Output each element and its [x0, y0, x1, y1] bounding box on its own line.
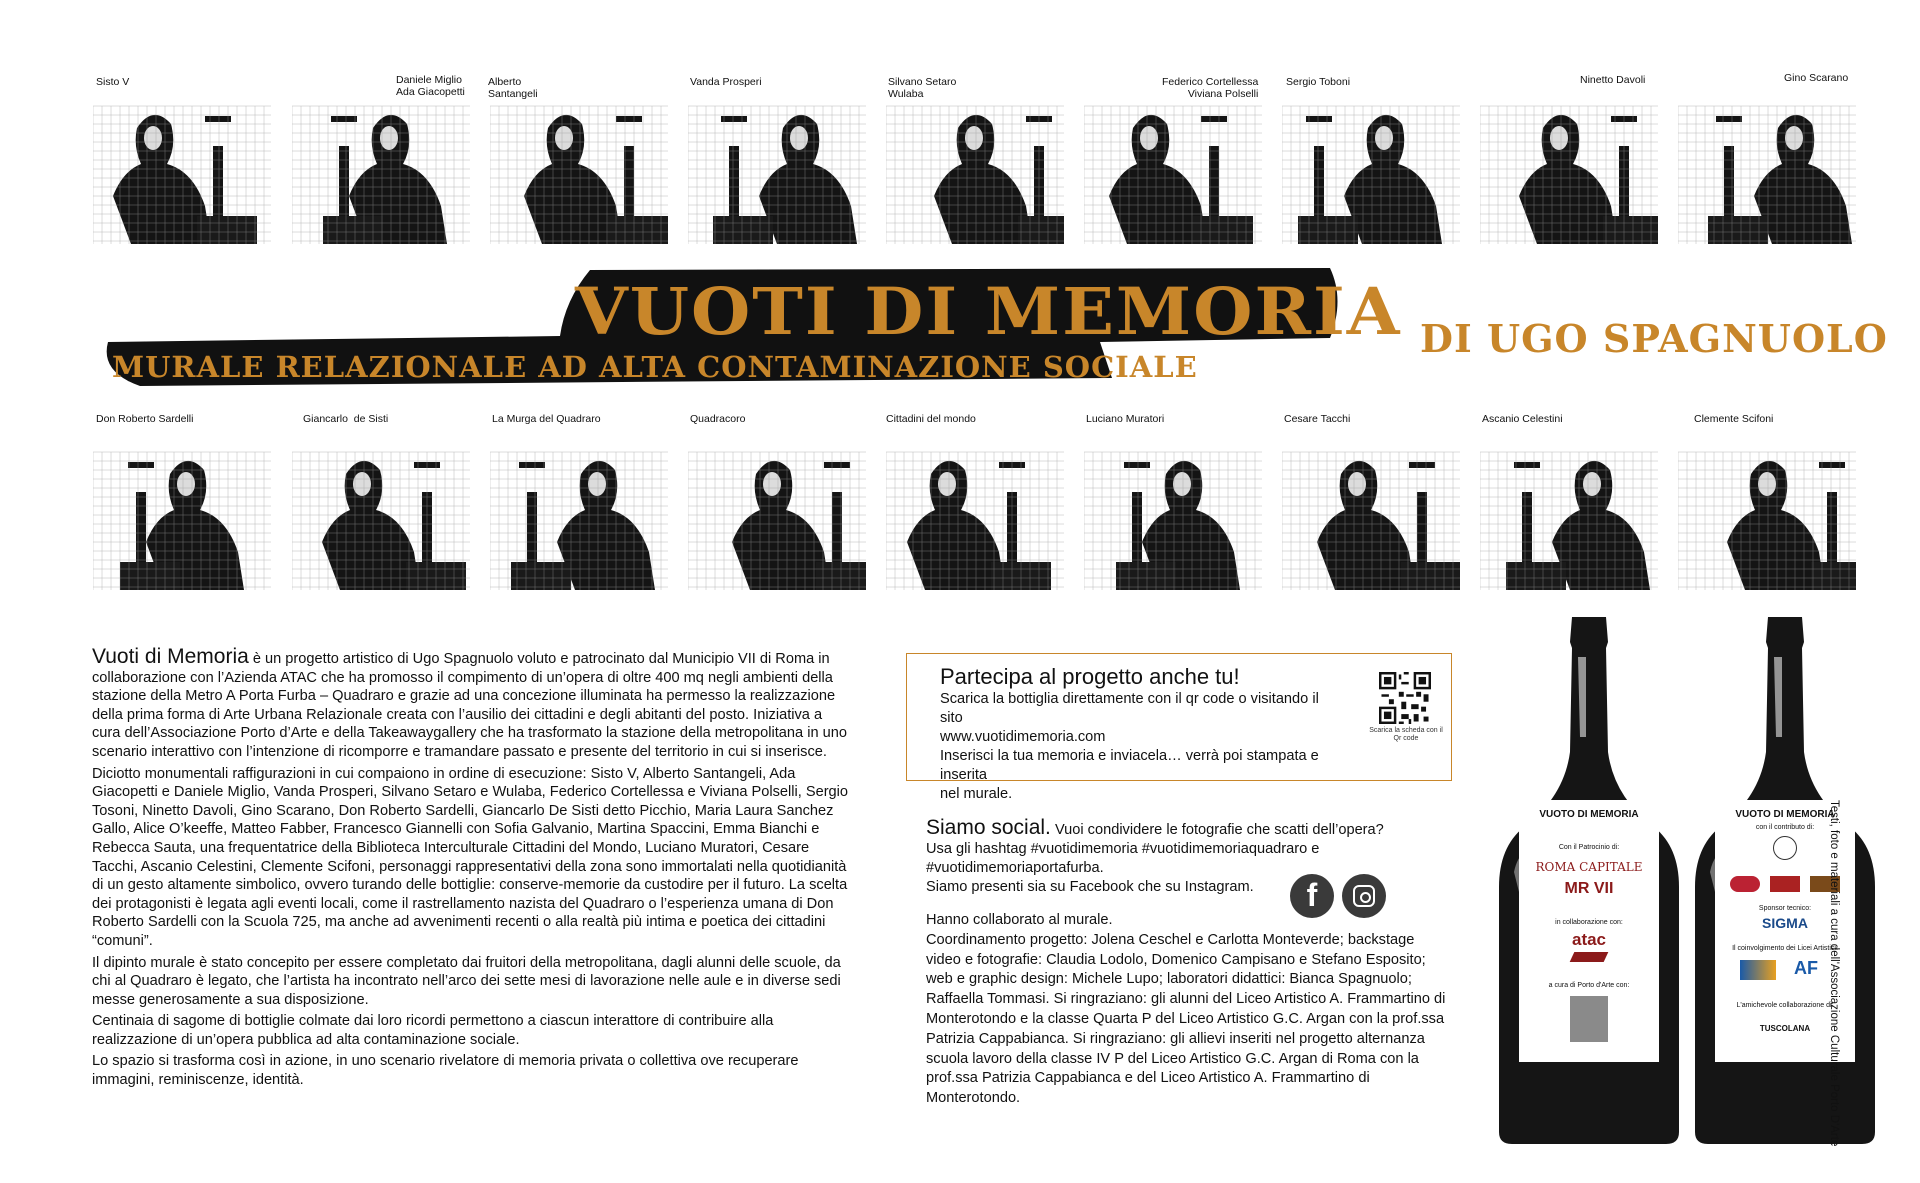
portrait-label: Ninetto Davoli	[1580, 74, 1646, 86]
author-title: DI UGO SPAGNUOLO	[1420, 316, 1888, 361]
lead-title: Vuoti di Memoria	[92, 645, 249, 668]
sponsor-label: Sponsor tecnico:	[1758, 905, 1812, 912]
qr-caption: Scarica la scheda con il Qr code	[1369, 727, 1443, 742]
facebook-icon[interactable]: f	[1290, 874, 1334, 918]
roma-capitale-logo: ROMA CAPITALE	[1535, 860, 1643, 874]
licei-label: Il coinvolgimento dei Licei Artistici:	[1732, 945, 1838, 952]
collaborators-heading: Hanno collaborato al murale.	[926, 912, 1113, 928]
atac-mark-icon	[1570, 952, 1609, 962]
portrait-celestini	[1480, 422, 1658, 590]
porto-arte-logo	[1570, 996, 1608, 1042]
collaborazione-label: in collaborazione con:	[1555, 919, 1623, 926]
paragraph-4: Centinaia di sagome di bottiglie colmate dai loro ricordi permettono a ciascun interattore di contribuire alla realizzazione di un’opera pubblica ad alta contaminazione sociale.	[92, 1013, 774, 1048]
social-text: Vuoi condividere le fotografie che scatti dell’opera?	[1050, 822, 1384, 838]
main-title: VUOTI DI MEMORIA	[575, 274, 1402, 350]
description-text	[92, 645, 852, 1093]
portrait-label: Vanda Prosperi	[690, 76, 762, 88]
patrocinio-label: Con il Patrocinio di:	[1558, 844, 1620, 851]
portrait-label: Cesare Tacchi	[1284, 413, 1351, 425]
hashtag-text: #vuotidimemoriaportafurba.	[926, 860, 1104, 876]
paragraph-1	[92, 645, 852, 762]
portrait-tacchi	[1282, 422, 1460, 590]
sigma-logo: SIGMA	[1762, 915, 1808, 931]
paragraph-3: Il dipinto murale è stato concepito per essere completato dai fruitori della metropolitana, dagli alunni delle scuole, da chi al Quadraro è legato, che l’artista ha incontrato nell’arco dei sette mesi di lavorazione nelle aule e in diverse sedi messe generosamente a sua disposizione.	[92, 954, 841, 1008]
portrait-label: Sisto V	[96, 76, 130, 88]
participate-line: Scarica la bottiglia direttamente con il qr code o visitando il sito	[940, 691, 1319, 726]
portrait-label: Federico Cortellessa Viviana Polselli	[1162, 76, 1259, 100]
seal-logo-icon	[1773, 836, 1797, 860]
vertical-credit: Testi, foto e materiali a cura dell'Associazione Culturale Porto D'Arte	[1828, 800, 1840, 1147]
participate-line: Inserisci la tua memoria e inviacela… verrà poi stampata e inserita	[940, 748, 1319, 783]
tuscolana-logo: TUSCOLANA	[1759, 1024, 1811, 1033]
collaborators-text	[926, 911, 1446, 1109]
a-cura-label: a cura di Porto d'Arte con:	[1548, 982, 1630, 989]
portrait-murga-quadraro	[490, 422, 668, 590]
social-text: Siamo presenti sia su Facebook che su Instagram.	[926, 879, 1254, 895]
paragraph-2: Diciotto monumentali raffigurazioni in cui compaiono in ordine di esecuzione: Sisto V, Alberto Santangeli, Ada Giacopetti e Daniele Miglio, Vanda Prosperi, Silvano Setaro e Wulaba, Federico Cortellessa e Viviana Polselli, Sergio Tosoni, Ninetto Davoli, Gino Scarano, Don Roberto Sardelli, Giancarlo De Sisti detto Picchio, Maria Laura Sanchez Gallo, Alice O’keeffe, Matteo Fabber, Francesco Giannelli con Sofia Galvanio, Martina Spaccini, Emma Bianchi e Rebecca Sauta, una frequentatrice della Biblioteca Interculturale Cittadini del Mondo, Luciano Muratori, Cesare Tacchi, Ascanio Celestini, Clemente Scifoni, personaggi rappresentativi della zona sono immortalati nella quotidianità di un gesto altamente simbolico, ovvero turando delle bottiglie: conserve-memorie da custodire per il futuro. La scelta dei protagonisti è legata agli eventi locali, come il rastrellamento nazista del Quadraro o l’esperienza umana di Don Roberto Sardelli con la Scuola 725, ma anche ad avvenimenti recenti o alla realtà più intima e poetica dei cittadini “comuni”.	[92, 765, 849, 949]
portrait-label: Luciano Muratori	[1086, 413, 1165, 425]
participate-line: nel murale.	[940, 786, 1013, 802]
sponsor-logos	[1730, 876, 1842, 894]
atac-logo: atac	[1571, 930, 1607, 949]
bottle-title: VUOTO DI MEMORIA	[1735, 809, 1835, 820]
portrait-label: Giancarlo de Sisti	[303, 413, 389, 425]
portrait-muratori	[1084, 422, 1262, 590]
bottle-title: VUOTO DI MEMORIA	[1539, 809, 1639, 820]
collaborators-list: Coordinamento progetto: Jolena Ceschel e Carlotta Monteverde; backstage video e fotografie: Claudia Lodolo, Domenico Campisano e Stefano Esposito; web e graphic design: Michele Lupo; laboratori didattici: Bianca Spagnuolo; Raffaella Tommasi. Si ringraziano: gli alunni del Liceo Artistico A. Frammartino di Monterotondo e la classe Quarta P del Liceo Artistico G.C. Argan con la prof.ssa Patrizia Cappabianca. Si ringraziano: gli allievi inseriti nel progetto alternanza scuola lavoro della classe IV P del Liceo Artistico G.C. Argan di Roma con la prof.ssa Patrizia Cappabianca e del Liceo Artistico A. Frammartino di Monterotondo.	[926, 931, 1446, 1107]
portrait-label: Quadracoro	[690, 413, 746, 425]
portrait-quadracoro	[688, 422, 866, 590]
website-link[interactable]: www.vuotidimemoria.com	[940, 729, 1106, 745]
portrait-label: Sergio Toboni	[1286, 76, 1351, 88]
portrait-label: Don Roberto Sardelli	[96, 413, 194, 425]
portrait-cittadini-mondo	[886, 422, 1064, 590]
portrait-sardelli	[93, 422, 271, 590]
portrait-label: Ascanio Celestini	[1482, 413, 1563, 425]
portrait-label: Daniele Miglio Ada Giacopetti	[396, 74, 465, 98]
portrait-de-sisti	[292, 422, 470, 590]
af-logo: AF	[1794, 958, 1818, 978]
portrait-label: Silvano Setaro Wulaba	[888, 76, 957, 100]
portrait-label: Clemente Scifoni	[1694, 413, 1774, 425]
participate-text	[940, 690, 1320, 804]
portrait-label: La Murga del Quadraro	[492, 413, 601, 425]
portrait-scifoni	[1678, 422, 1856, 590]
portrait-label: Alberto Santangeli	[488, 76, 538, 100]
bottle-right	[1690, 612, 1880, 1147]
social-title: Siamo social.	[926, 816, 1051, 839]
contributo-label: con il contributo di:	[1755, 824, 1815, 831]
hashtag-text: Usa gli hashtag #vuotidimemoria #vuotidimemoriaquadraro e	[926, 841, 1320, 857]
portrait-label: Gino Scarano	[1784, 72, 1849, 84]
paragraph-1-text: è un progetto artistico di Ugo Spagnuolo voluto e patrocinato dal Municipio VII di Roma in collaborazione con l’Azienda ATAC che ha promosso il compimento di un’opera di oltre 400 mq negli ambienti della stazione della Metro A Porta Furba – Quadraro e grazie ad una concezione illuminata ha permesso la realizzazione della prima forma di Arte Urbana Relazionale creata con l’ausilio dei cittadini e degli abitanti del posto. Iniziativa a cura dell’Associazione Porto d’Arte e della Takeawaygallery che ha trasformato la stazione della metropolitana in uno scenario interattivo con l’intenzione di ricomporre e tramandare passato e presente del territorio in cui si inserisce.	[92, 651, 847, 760]
liceo-logo-icon	[1740, 960, 1776, 980]
bottle-left	[1494, 612, 1684, 1147]
subtitle: MURALE RELAZIONALE AD ALTA CONTAMINAZIONE SOCIALE	[112, 350, 1198, 384]
portrait-label: Cittadini del mondo	[886, 413, 976, 425]
qr-code-icon[interactable]	[1379, 672, 1431, 724]
municipio-logo: MR VII	[1564, 880, 1614, 897]
amichevole-label: L'amichevole collaborazione di:	[1736, 1002, 1834, 1009]
paragraph-5: Lo spazio si trasforma così in azione, in uno scenario rivelatore di memoria privata o collettiva ove recuperare immagini, reminiscenze, identità.	[92, 1053, 799, 1089]
participate-title: Partecipa al progetto anche tu!	[940, 664, 1240, 689]
